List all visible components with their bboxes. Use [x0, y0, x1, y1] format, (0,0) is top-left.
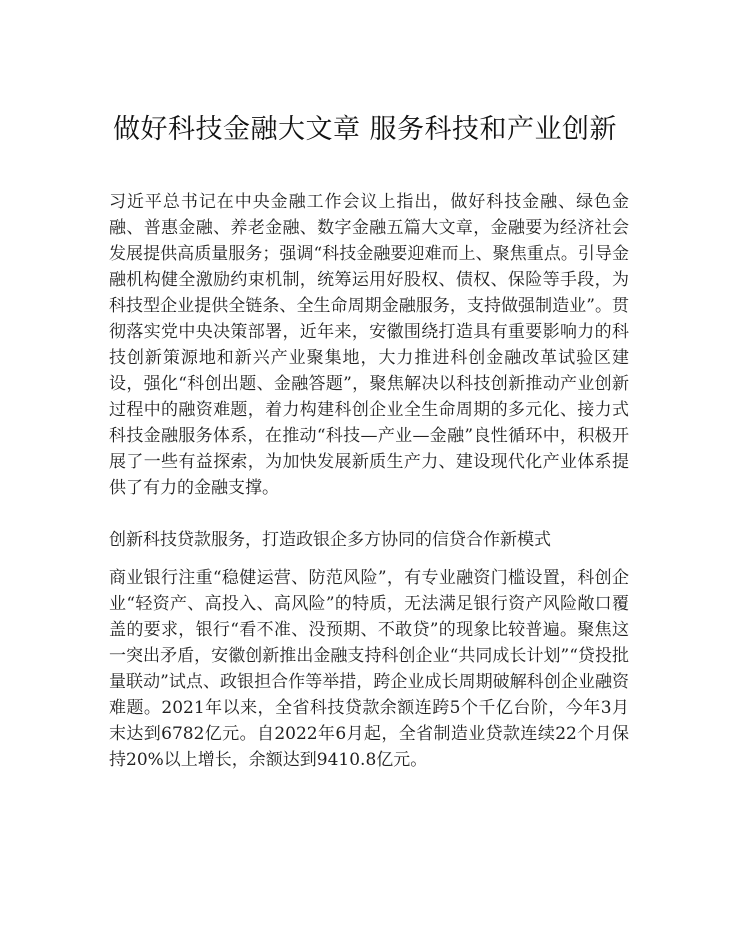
document-title: 做好科技金融大文章 服务科技和产业创新 [112, 114, 618, 145]
section-heading: 创新科技贷款服务，打造政银企多方协同的信贷合作新模式 [109, 530, 551, 550]
paragraph-credit-services: 商业银行注重“稳健运营、防范风险”，有专业融资门槛设置，科创企业“轻资产、高投入、高风险”的特质，无法满足银行资产风险敞口覆盖的要求，银行“看不准、没预期、不敢贷”的现象比较普遍。聚焦这一突出矛盾，安徽创新推出金融支持科创企业“共同成长计划”“贷投批量联动”试点、政银担合作等举措，跨企业成长周期破解科创企业融资难题。2021年以来，全省科技贷款余额连跨5个千亿台阶，今年3月末达到6782亿元。自2022年6月起，全省制造业贷款连续22个月保持20%以上增长，余额达到9410.8亿元。 [109, 568, 629, 770]
paragraph-intro: 习近平总书记在中央金融工作会议上指出，做好科技金融、绿色金融、普惠金融、养老金融、数字金融五篇大文章，金融要为经济社会发展提供高质量服务；强调“科技金融要迎难而上、聚焦重点。引导金融机构健全激励约束机制，统筹运用好股权、债权、保险等手段，为科技型企业提供全链条、全生命周期金融服务，支持做强制造业”。贯彻落实党中央决策部署，近年来，安徽围绕打造具有重要影响力的科技创新策源地和新兴产业聚集地，大力推进科创金融改革试验区建设，强化“科创出题、金融答题”，聚焦解决以科技创新推动产业创新过程中的融资难题，着力构建科创企业全生命周期的多元化、接力式科技金融服务体系，在推动“科技—产业—金融”良性循环中，积极开展了一些有益探索，为加快发展新质生产力、建设现代化产业体系提供了有力的金融支撑。 [109, 192, 629, 498]
